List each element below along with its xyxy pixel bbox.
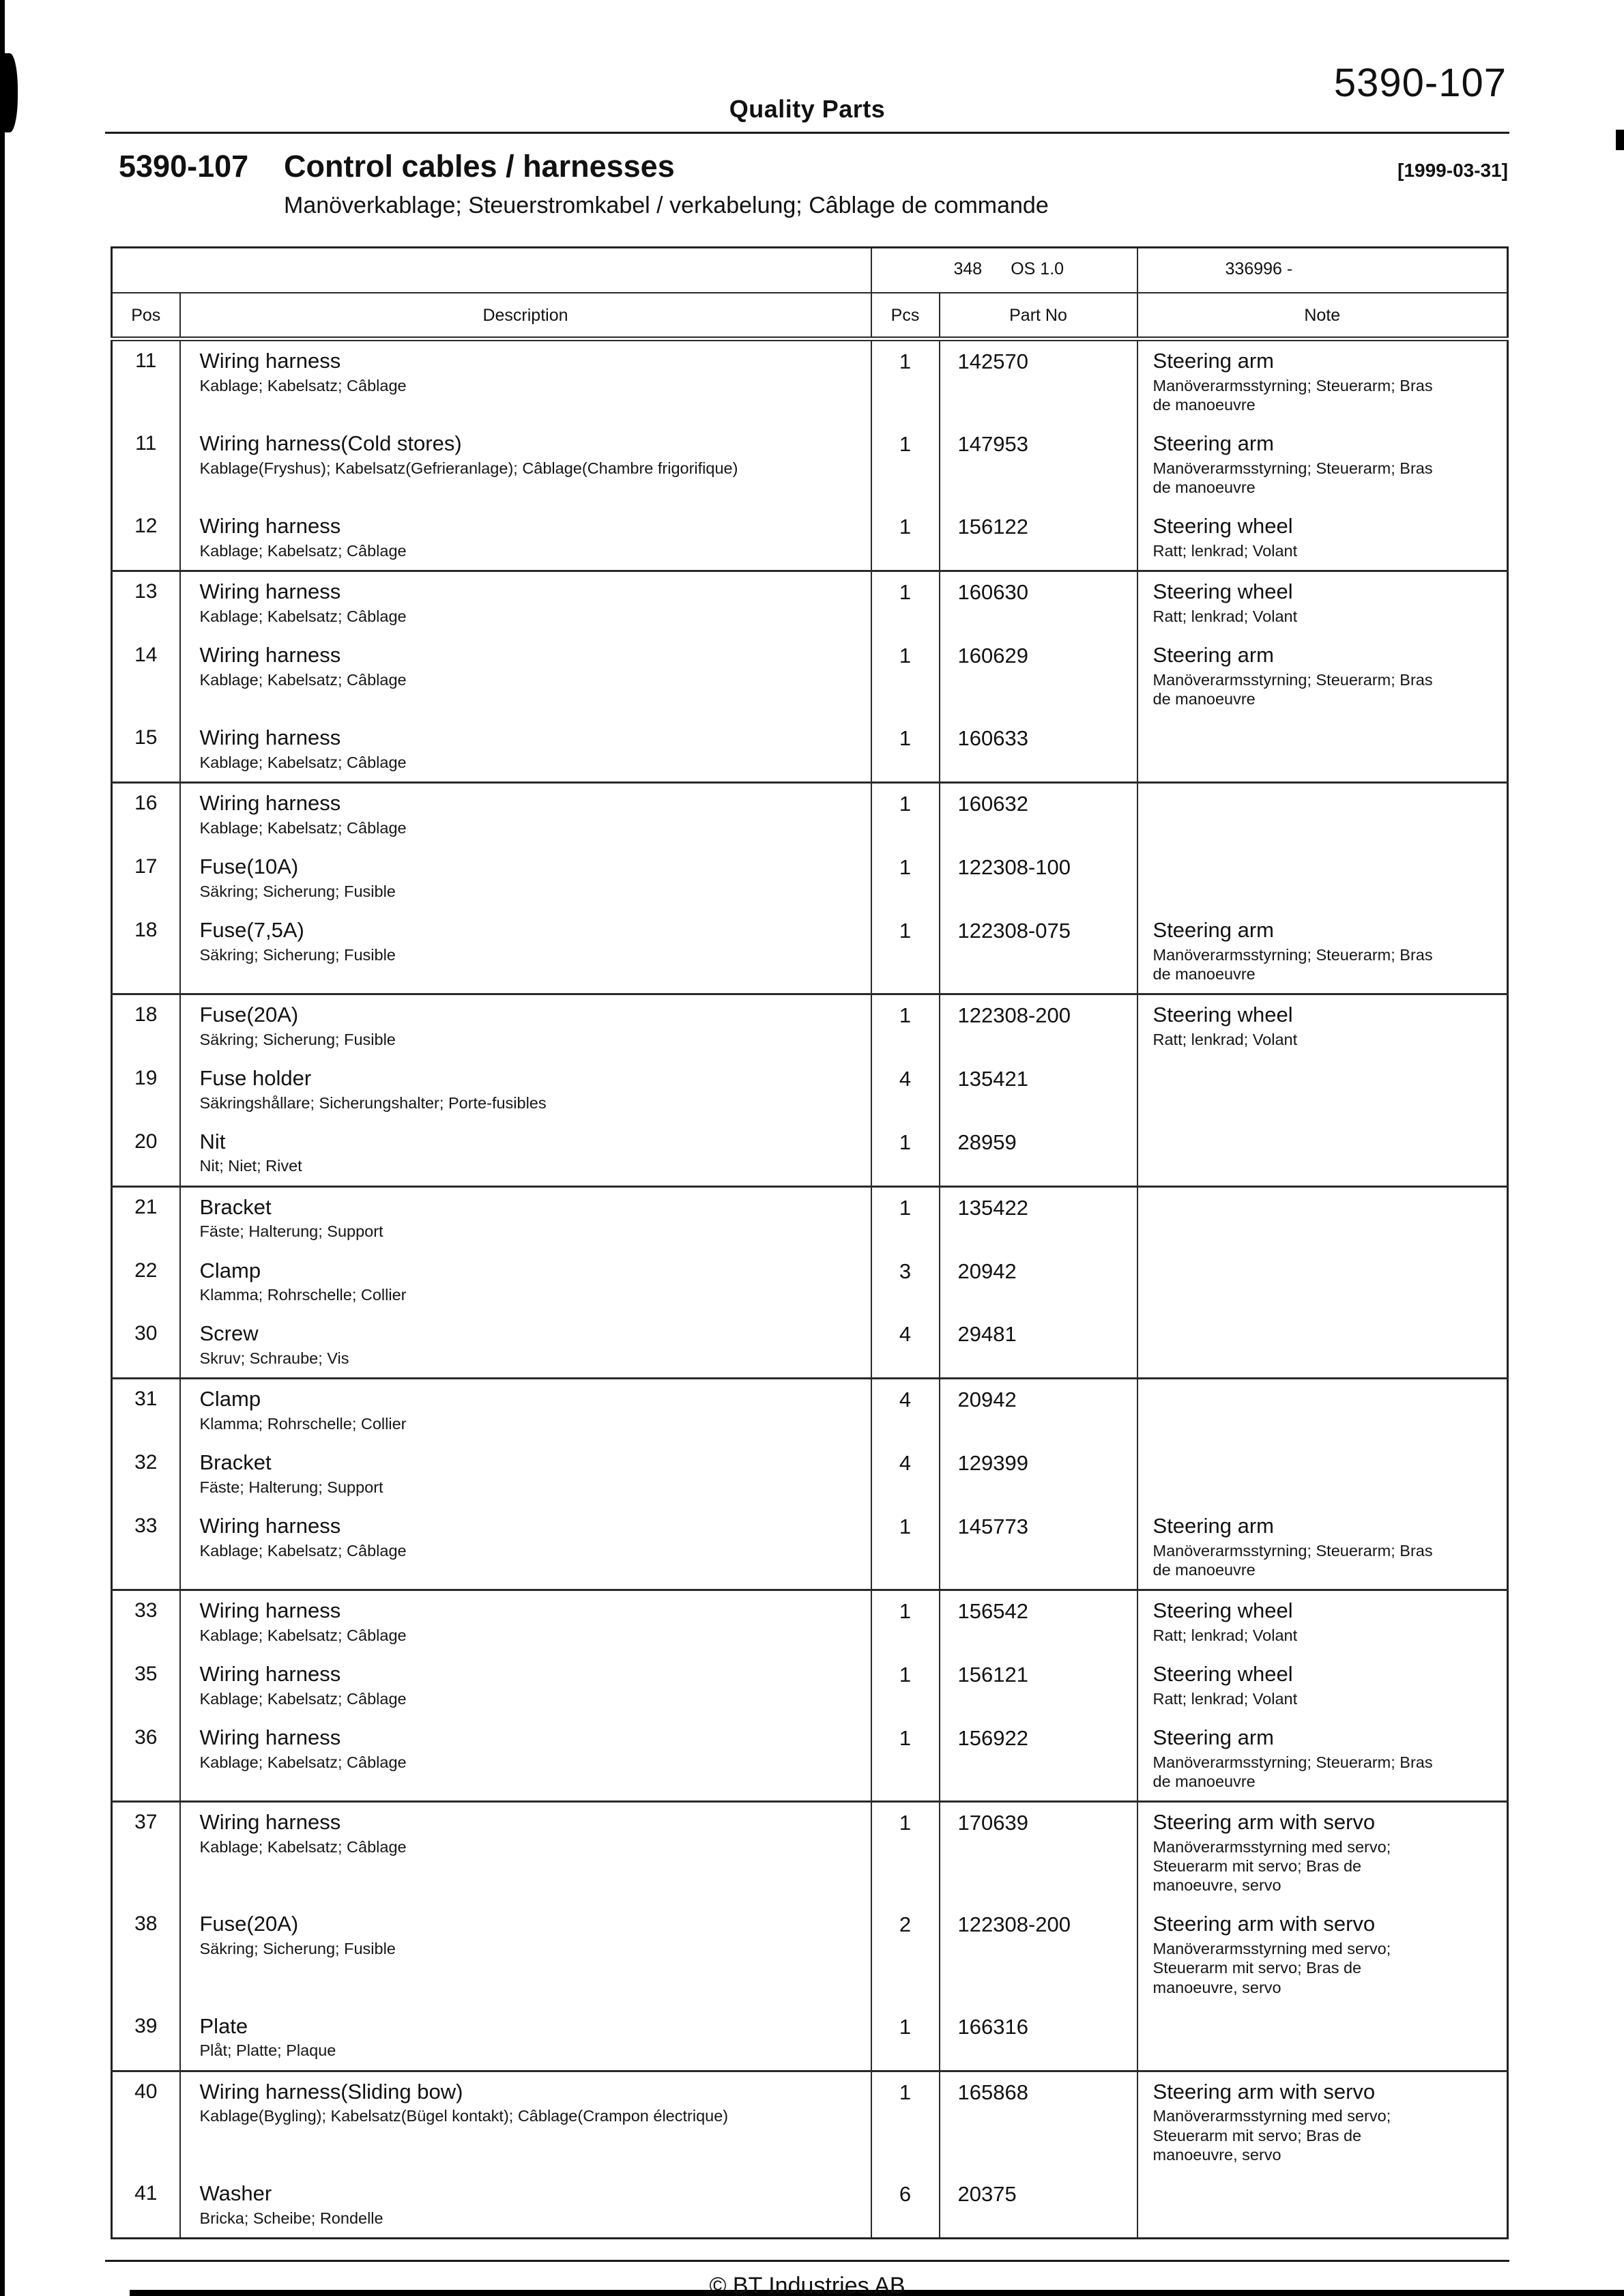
note-cell [1137,994,1508,1058]
brand-title: Quality Parts [729,95,886,123]
note-translations: Manöverarmsstyrning; Steuerarm; Bras de manoeuvre [1152,459,1433,496]
serial-range: 336996 - [1225,259,1293,278]
pos-cell: 15 [112,718,180,782]
note-cell [1137,1443,1508,1506]
description-cell [180,1122,871,1186]
note-cell [1137,1904,1508,2006]
pcs-cell: 4 [871,1379,940,1443]
description-translations: Kablage(Bygling); Kabelsatz(Bügel kontakt); Câblage(Crampon électrique) [199,2107,729,2125]
pcs-cell: 6 [871,2174,940,2238]
scan-artifact-top-left [0,53,18,132]
table-row [112,1802,1508,1905]
note-cell [1137,2071,1508,2174]
description-cell [180,718,871,782]
description-cell [180,571,871,635]
pos-cell: 31 [112,1379,180,1443]
part-no-cell: 160630 [940,571,1137,635]
note-text: Steering wheel [1152,514,1293,539]
description-cell [180,1654,871,1718]
table-row [112,718,1508,782]
pcs-cell: 1 [871,1186,940,1250]
part-no-cell: 122308-075 [940,910,1137,994]
info-empty-cell [112,248,871,293]
description-cell [180,506,871,571]
note-text: Steering arm [1152,349,1274,373]
description-translations: Kablage; Kabelsatz; Câblage [199,1753,407,1771]
part-no-cell: 156121 [940,1654,1137,1718]
note-translations: Manöverarmsstyrning med servo; Steuerarm mit servo; Bras de manoeuvre, servo [1152,2107,1391,2164]
description-translations: Kablage; Kabelsatz; Câblage [199,607,407,625]
page-footer [105,2260,1509,2296]
part-no-cell: 142570 [940,339,1137,425]
description-cell [180,1059,871,1122]
table-row [112,783,1508,847]
pcs-cell: 1 [871,1122,940,1186]
pcs-cell: 1 [871,910,940,994]
part-no-cell: 156922 [940,1718,1137,1802]
pcs-cell: 1 [871,847,940,910]
part-no-cell: 160629 [940,635,1137,718]
pos-cell: 19 [112,1059,180,1122]
note-cell [1137,1122,1508,1186]
note-translations: Ratt; lenkrad; Volant [1152,1030,1298,1048]
description-translations: Bricka; Scheibe; Rondelle [199,2209,383,2227]
note-translations: Manöverarmsstyrning med servo; Steuerarm mit servo; Bras de manoeuvre, servo [1152,1837,1391,1895]
pos-cell: 40 [112,2071,180,2174]
note-cell [1137,910,1508,994]
note-cell [1137,718,1508,782]
description-text: Wiring harness [199,349,341,373]
table-row [112,506,1508,571]
description-cell [180,847,871,910]
description-text: Fuse holder [199,1065,312,1090]
part-no-cell: 156122 [940,506,1137,571]
note-text: Steering arm [1152,643,1274,667]
pos-cell: 11 [112,424,180,506]
note-cell [1137,1590,1508,1654]
note-text: Steering arm [1152,431,1274,456]
description-translations: Säkring; Sicherung; Fusible [199,945,396,964]
note-cell [1137,2007,1508,2071]
revision-date: [1999-03-31] [1397,160,1508,181]
description-cell [180,1718,871,1802]
description-translations: Kablage; Kabelsatz; Câblage [199,376,407,394]
note-translations: Manöverarmsstyrning; Steuerarm; Bras de manoeuvre [1152,1753,1433,1790]
description-text: Screw [199,1321,259,1346]
pos-cell: 21 [112,1186,180,1250]
part-no-cell: 166316 [940,2007,1137,2071]
description-cell [180,1904,871,2006]
table-row [112,2174,1508,2238]
pcs-cell: 1 [871,339,940,425]
note-cell [1137,1802,1508,1905]
description-translations: Kablage; Kabelsatz; Câblage [199,1626,407,1644]
note-cell [1137,1314,1508,1378]
description-cell [180,2174,871,2238]
note-cell [1137,1251,1508,1315]
pos-cell: 38 [112,1904,180,2006]
note-text: Steering arm with servo [1152,2079,1376,2104]
description-cell [180,994,871,1058]
title-block [105,149,1509,219]
title-translations: Manöverkablage; Steuerstromkabel / verkabelung; Câblage de commande [284,192,1049,218]
description-cell [180,1251,871,1315]
info-serial-cell [1137,248,1508,293]
description-cell [180,1590,871,1654]
part-no-cell: 122308-100 [940,847,1137,910]
note-cell [1137,1506,1508,1590]
description-text: Wiring harness [199,1662,341,1687]
table-row [112,910,1508,994]
description-cell [180,635,871,718]
note-cell [1137,424,1508,506]
pos-cell: 18 [112,910,180,994]
pcs-cell: 4 [871,1443,940,1506]
description-translations: Kablage; Kabelsatz; Câblage [199,1689,407,1708]
note-translations: Manöverarmsstyrning; Steuerarm; Bras de manoeuvre [1152,376,1433,414]
note-cell [1137,847,1508,910]
note-cell [1137,783,1508,847]
description-translations: Klamma; Rohrschelle; Collier [199,1286,407,1304]
description-text: Nit [199,1129,226,1153]
description-text: Wiring harness [199,726,341,750]
table-row [112,1443,1508,1506]
pos-cell: 35 [112,1654,180,1718]
note-text: Steering arm with servo [1152,1912,1376,1936]
col-header-pos: Pos [112,293,180,339]
description-translations: Fäste; Halterung; Support [199,1478,383,1496]
description-text: Wiring harness(Sliding bow) [199,2079,463,2104]
pcs-cell: 2 [871,1904,940,2006]
pcs-cell: 1 [871,1590,940,1654]
description-translations: Kablage; Kabelsatz; Câblage [199,670,407,689]
copyright-text: © BT Industries AB [709,2272,905,2296]
part-no-cell: 28959 [940,1122,1137,1186]
description-translations: Skruv; Schraube; Vis [199,1349,349,1368]
part-no-cell: 170639 [940,1802,1137,1905]
description-translations: Fäste; Halterung; Support [199,1222,383,1241]
pos-cell: 30 [112,1314,180,1378]
table-row [112,424,1508,506]
description-text: Plate [199,2013,248,2038]
table-row [112,339,1508,425]
table-row [112,2071,1508,2174]
note-translations: Ratt; lenkrad; Volant [1152,1689,1298,1708]
description-translations: Kablage(Fryshus); Kabelsatz(Gefrieranlage); Câblage(Chambre frigorifique) [199,459,738,477]
note-translations: Manöverarmsstyrning; Steuerarm; Bras de manoeuvre [1152,1541,1433,1579]
note-translations: Ratt; lenkrad; Volant [1152,1626,1298,1644]
note-cell [1137,1718,1508,1802]
pcs-cell: 1 [871,571,940,635]
description-text: Clamp [199,1387,261,1411]
table-row [112,571,1508,635]
description-translations: Kablage; Kabelsatz; Câblage [199,541,407,560]
note-text: Steering arm [1152,1725,1274,1750]
description-text: Clamp [199,1258,261,1282]
pcs-cell: 1 [871,635,940,718]
part-no-cell: 122308-200 [940,1904,1137,2006]
pos-cell: 37 [112,1802,180,1905]
pcs-cell: 4 [871,1059,940,1122]
pcs-cell: 1 [871,1506,940,1590]
pcs-cell: 1 [871,1718,940,1802]
table-row [112,1590,1508,1654]
table-info-row [112,248,1508,293]
pcs-cell: 1 [871,2071,940,2174]
description-cell [180,1314,871,1378]
note-cell [1137,635,1508,718]
col-header-pcs: Pcs [871,293,940,339]
model-code: 348 [953,259,983,278]
part-no-cell: 145773 [940,1506,1137,1590]
description-cell [180,424,871,506]
pos-cell: 11 [112,339,180,425]
pos-cell: 14 [112,635,180,718]
description-cell [180,783,871,847]
pcs-cell: 1 [871,2007,940,2071]
description-translations: Kablage; Kabelsatz; Câblage [199,753,407,771]
table-row [112,1122,1508,1186]
table-row [112,1718,1508,1802]
pcs-cell: 3 [871,1251,940,1315]
pcs-cell: 1 [871,994,940,1058]
masthead [105,0,1509,134]
description-translations: Kablage; Kabelsatz; Câblage [199,1541,407,1560]
table-row [112,994,1508,1058]
description-cell [180,1506,871,1590]
pos-cell: 20 [112,1122,180,1186]
table-row [112,1506,1508,1590]
description-translations: Kablage; Kabelsatz; Câblage [199,1837,407,1856]
description-cell [180,2071,871,2174]
scan-artifact-left-edge [0,0,5,2296]
col-header-note: Note [1137,293,1508,339]
pos-cell: 16 [112,783,180,847]
description-text: Wiring harness [199,1514,341,1538]
note-cell [1137,2174,1508,2238]
parts-table [111,246,1509,2239]
table-row [112,1654,1508,1718]
pcs-cell: 1 [871,718,940,782]
part-no-cell: 147953 [940,424,1137,506]
description-cell [180,1186,871,1250]
note-translations: Manöverarmsstyrning; Steuerarm; Bras de manoeuvre [1152,945,1433,983]
description-text: Wiring harness [199,643,341,667]
part-no-cell: 156542 [940,1590,1137,1654]
note-cell [1137,1379,1508,1443]
version-code: OS 1.0 [1011,259,1064,278]
pos-cell: 18 [112,994,180,1058]
pos-cell: 33 [112,1590,180,1654]
description-cell [180,339,871,425]
description-translations: Säkringshållare; Sicherungshalter; Porte-fusibles [199,1093,547,1112]
note-text: Steering arm with servo [1152,1810,1376,1835]
pos-cell: 36 [112,1718,180,1802]
pcs-cell: 1 [871,424,940,506]
note-cell [1137,571,1508,635]
col-header-part-no: Part No [940,293,1137,339]
part-no-cell: 29481 [940,1314,1137,1378]
pcs-cell: 1 [871,1654,940,1718]
description-text: Fuse(20A) [199,1912,299,1936]
parts-table-body [112,339,1508,2239]
note-cell [1137,1059,1508,1122]
pos-cell: 13 [112,571,180,635]
description-text: Wiring harness [199,791,341,815]
part-no-cell: 20375 [940,2174,1137,2238]
note-translations: Manöverarmsstyrning; Steuerarm; Bras de manoeuvre [1152,670,1433,708]
table-row [112,2007,1508,2071]
description-text: Fuse(20A) [199,1002,299,1027]
part-no-cell: 165868 [940,2071,1137,2174]
note-cell [1137,339,1508,425]
note-translations: Ratt; lenkrad; Volant [1152,607,1298,625]
note-text: Steering wheel [1152,1002,1293,1027]
table-row [112,1314,1508,1378]
part-no-cell: 135421 [940,1059,1137,1122]
description-cell [180,1379,871,1443]
title-line [105,149,1509,184]
description-translations: Säkring; Sicherung; Fusible [199,882,396,900]
table-row [112,1379,1508,1443]
section-number: 5390-107 [119,149,249,184]
description-translations: Klamma; Rohrschelle; Collier [199,1415,407,1433]
description-translations: Säkring; Sicherung; Fusible [199,1030,396,1048]
pcs-cell: 4 [871,1314,940,1378]
description-cell [180,1443,871,1506]
table-row [112,1904,1508,2006]
col-header-description: Description [180,293,871,339]
note-cell [1137,506,1508,571]
description-text: Wiring harness(Cold stores) [199,431,462,456]
page-content [105,0,1509,2296]
pcs-cell: 1 [871,1802,940,1905]
table-header-row [112,293,1508,339]
description-text: Bracket [199,1194,272,1219]
note-text: Steering arm [1152,1514,1274,1538]
pos-cell: 22 [112,1251,180,1315]
note-text: Steering wheel [1152,579,1293,604]
description-text: Wiring harness [199,579,341,604]
part-no-cell: 160633 [940,718,1137,782]
note-cell [1137,1186,1508,1250]
description-text: Fuse(10A) [199,854,299,878]
pos-cell: 32 [112,1443,180,1506]
description-text: Wiring harness [199,1598,341,1623]
description-translations: Plåt; Platte; Plaque [199,2041,336,2060]
pos-cell: 33 [112,1506,180,1590]
pos-cell: 39 [112,2007,180,2071]
note-text: Steering arm [1152,917,1274,942]
table-row [112,1186,1508,1250]
table-row [112,1059,1508,1122]
pos-cell: 12 [112,506,180,571]
description-translations: Kablage; Kabelsatz; Câblage [199,818,407,837]
description-text: Wiring harness [199,514,341,539]
note-cell [1137,1654,1508,1718]
pos-cell: 17 [112,847,180,910]
description-cell [180,910,871,994]
description-cell [180,2007,871,2071]
description-text: Washer [199,2181,272,2205]
note-text: Steering wheel [1152,1662,1293,1687]
part-no-cell: 135422 [940,1186,1137,1250]
table-row [112,1251,1508,1315]
part-no-cell: 20942 [940,1379,1137,1443]
note-translations: Ratt; lenkrad; Volant [1152,541,1298,560]
pcs-cell: 1 [871,506,940,571]
description-text: Bracket [199,1450,272,1475]
part-no-cell: 122308-200 [940,994,1137,1058]
part-no-cell: 160632 [940,783,1137,847]
description-text: Wiring harness [199,1810,341,1835]
description-translations: Nit; Niet; Rivet [199,1157,302,1175]
pos-cell: 41 [112,2174,180,2238]
note-translations: Manöverarmsstyrning med servo; Steuerarm mit servo; Bras de manoeuvre, servo [1152,1940,1391,1996]
scan-artifact-right-edge [1616,130,1624,150]
doc-number: 5390-107 [1333,61,1507,105]
description-translations: Säkring; Sicherung; Fusible [199,1940,396,1958]
info-model-cell [871,248,1137,293]
part-no-cell: 20942 [940,1251,1137,1315]
note-text: Steering wheel [1152,1598,1293,1623]
part-no-cell: 129399 [940,1443,1137,1506]
table-row [112,635,1508,718]
table-row [112,847,1508,910]
pcs-cell: 1 [871,783,940,847]
description-text: Fuse(7,5A) [199,917,304,942]
description-text: Wiring harness [199,1725,341,1750]
description-cell [180,1802,871,1905]
page-title: Control cables / harnesses [284,149,675,184]
